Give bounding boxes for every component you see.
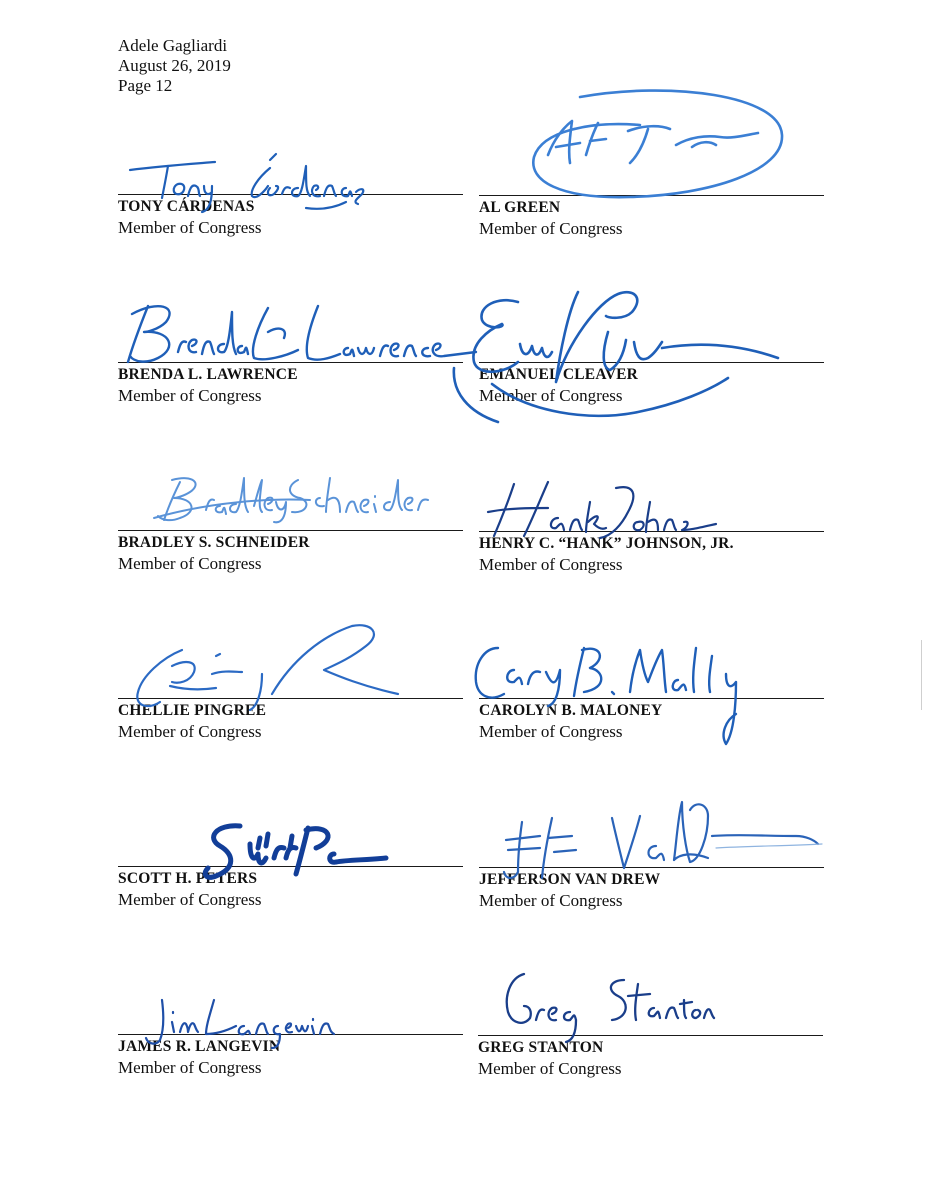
signer-role: Member of Congress xyxy=(118,890,262,909)
signature-line xyxy=(118,362,463,363)
signature-line xyxy=(118,698,463,699)
signature-tony-cardenas xyxy=(120,148,370,228)
signer-role: Member of Congress xyxy=(479,386,623,405)
signer-name: JAMES R. LANGEVIN xyxy=(118,1038,281,1055)
signer-name: TONY CÁRDENAS xyxy=(118,198,255,215)
page-number: Page 12 xyxy=(118,76,173,95)
signature-al-green xyxy=(520,85,790,210)
signer-name: JEFFERSON VAN DREW xyxy=(479,871,661,888)
signature-line xyxy=(118,530,463,531)
signer-name: EMANUEL CLEAVER xyxy=(479,366,639,383)
signature-line xyxy=(479,362,824,363)
signer-role: Member of Congress xyxy=(118,554,262,573)
signer-name: SCOTT H. PETERS xyxy=(118,870,258,887)
signer-role: Member of Congress xyxy=(478,1059,622,1078)
signer-name: HENRY C. “HANK” JOHNSON, JR. xyxy=(479,535,734,552)
signature-line xyxy=(479,698,824,699)
signer-name: GREG STANTON xyxy=(478,1039,604,1056)
letter-date: August 26, 2019 xyxy=(118,56,231,75)
signature-line xyxy=(478,1035,823,1036)
signer-role: Member of Congress xyxy=(479,219,623,238)
signature-line xyxy=(479,867,824,868)
signer-name: AL GREEN xyxy=(479,199,561,216)
signer-role: Member of Congress xyxy=(479,891,623,910)
signer-name: CHELLIE PINGREE xyxy=(118,702,267,719)
signature-bradley-schneider xyxy=(150,468,440,528)
signer-role: Member of Congress xyxy=(118,386,262,405)
page-edge-mark xyxy=(921,640,922,710)
signer-name: BRENDA L. LAWRENCE xyxy=(118,366,298,383)
signature-line xyxy=(118,1034,463,1035)
signature-emanuel-cleaver xyxy=(448,272,788,434)
signer-role: Member of Congress xyxy=(118,722,262,741)
signature-line xyxy=(118,194,463,195)
signature-line xyxy=(479,195,824,196)
signature-hank-johnson xyxy=(478,478,728,543)
signer-name: BRADLEY S. SCHNEIDER xyxy=(118,534,310,551)
signature-line xyxy=(118,866,463,867)
signature-line xyxy=(479,531,824,532)
signer-role: Member of Congress xyxy=(118,1058,262,1077)
signer-role: Member of Congress xyxy=(118,218,262,237)
signer-name: CAROLYN B. MALONEY xyxy=(479,702,663,719)
signer-role: Member of Congress xyxy=(479,722,623,741)
signer-role: Member of Congress xyxy=(479,555,623,574)
recipient-name: Adele Gagliardi xyxy=(118,36,228,55)
